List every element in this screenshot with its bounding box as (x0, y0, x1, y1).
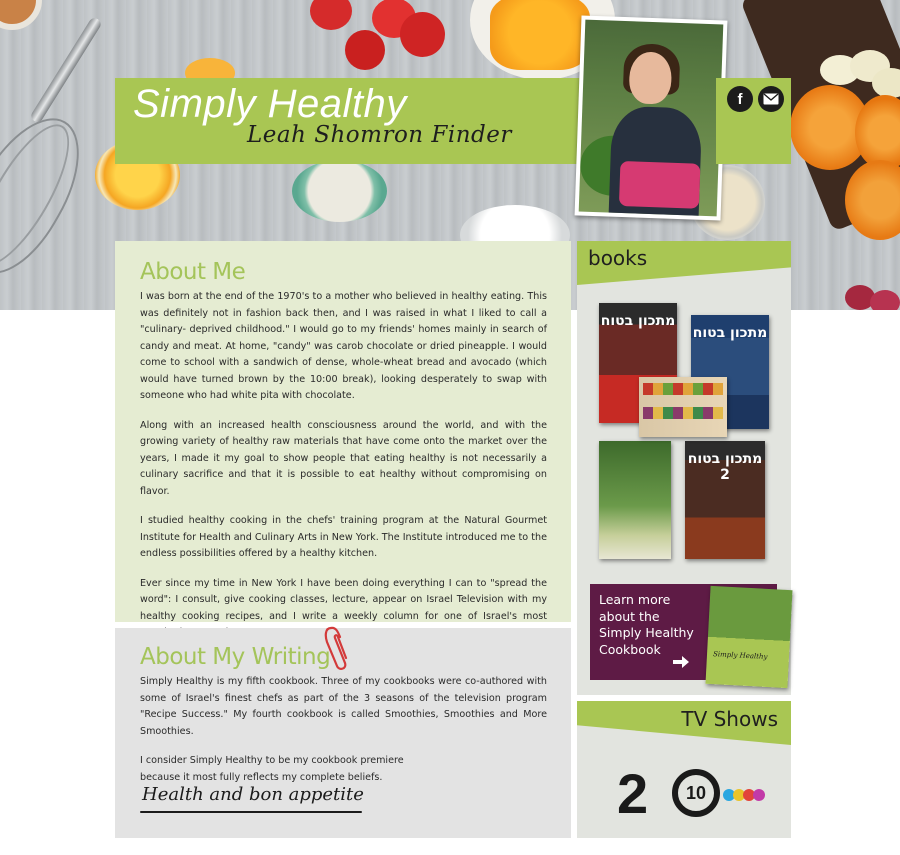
social-links (716, 78, 791, 164)
grapes-decoration (870, 290, 900, 310)
learn-more-text: Learn more about the Simply Healthy Cookbook (599, 592, 694, 657)
channel-10-dot (753, 789, 765, 801)
book-title: מתכון בטוח (600, 313, 676, 329)
channel-2-logo[interactable]: 2 (617, 762, 647, 825)
writing-paragraph: Simply Healthy is my fifth cookbook. Three of my cookbooks were co-authored with some of Israel's finest chefs as part of the 3 seasons of the television program "Recipe Success." My fourth cookbook is called Smoothies, Smoothies and More Smoothies. (140, 676, 547, 737)
book-title: מתכון בטוח (692, 325, 768, 341)
tv-shows-label: TV Shows (681, 707, 778, 731)
arrow-right-icon (673, 656, 689, 668)
site-subtitle: Leah Shomron Finder (247, 122, 512, 148)
tv-shows-panel (577, 701, 791, 838)
about-me-heading: About Me (140, 259, 246, 285)
strawberry-decoration (345, 30, 385, 70)
mango-decoration (490, 0, 590, 70)
book-cover[interactable] (685, 441, 765, 559)
strawberry-decoration (310, 0, 352, 30)
about-paragraph: I studied healthy cooking in the chefs' training program at the Natural Gourmet Institute for Health and Culinary Arts in New York. The Institute introduced me to the endless possibilities offered by a healthy kitchen. (140, 515, 547, 559)
mail-icon[interactable] (758, 86, 784, 112)
about-writing-heading: About My Writing (140, 644, 331, 670)
signature-underline (140, 811, 362, 813)
author-photo (575, 16, 728, 221)
bowl-decoration (0, 0, 42, 30)
book-title: מתכון בטוח 2 (687, 451, 763, 483)
book-cover[interactable] (599, 441, 671, 559)
persimmon-decoration (845, 160, 900, 240)
flour-bowl-decoration (292, 160, 387, 222)
paperclip-icon (321, 624, 351, 672)
about-paragraph: Ever since my time in New York I have been doing everything I can to "spread the word": I consult, give cooking classes, lecture, appear on Israel Television with my healthy cooking recipes, and I write a weekly column for one of Israel's most (140, 577, 547, 622)
strawberry-decoration (400, 12, 445, 57)
title-banner (115, 78, 582, 164)
promo-book-title: Simply Healthy (712, 650, 768, 661)
facebook-icon[interactable]: f (727, 86, 753, 112)
about-paragraph: I was born at the end of the 1970's to a mother who believed in healthy eating. This was definitely not in fashion back then, and I was raised in what I liked to call a "culinary- deprived childhood." I would go to my friends' homes mainly in search of candy and meat. At home, "candy" was carob chocolate or dried pineapple. I would come to school with a sandwich of dense, whole-wheat bread and avocado (which would have turned brown by the 10:00 break), looking desperately to swap with someone who had white pita with chocolate. (140, 291, 547, 401)
books-panel (577, 241, 791, 695)
whisk-decoration (29, 16, 103, 124)
about-me-section (115, 241, 571, 622)
signature: Health and bon appetite (142, 784, 364, 805)
learn-more-promo[interactable] (590, 584, 777, 680)
about-writing-section (115, 628, 571, 838)
about-paragraph: Along with an increased health consciousness around the world, and with the growing variety of healthy raw materials that have come onto the market over the years, I made it my goal to show people that eating healthy is not necessarily a culinary sacrifice and that it is possible to eat healthy without compromising on flavor. (140, 419, 547, 497)
site-title[interactable]: Simply Healthy (133, 82, 407, 126)
book-cover[interactable] (639, 377, 727, 437)
books-label: books (588, 246, 648, 270)
channel-10-logo[interactable]: 10 (672, 769, 720, 817)
simply-healthy-book-cover (705, 586, 792, 688)
writing-paragraph: I consider Simply Healthy to be my cookbook premiere because it most fully reflects my complete beliefs. (140, 755, 404, 783)
